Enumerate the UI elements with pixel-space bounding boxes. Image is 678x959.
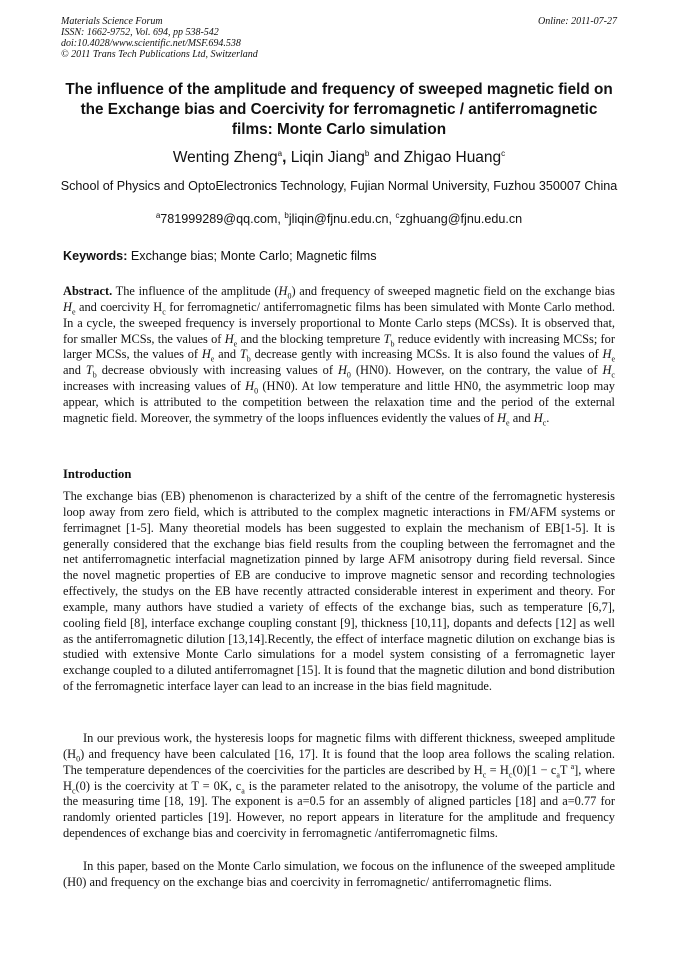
affiliation: School of Physics and OptoElectronics Technology, Fujian Normal University, Fuzhou 350007 China [60,179,618,193]
keywords-text: Exchange bias; Monte Carlo; Magnetic films [127,249,377,263]
symbol: H [201,347,211,362]
abstract-text: (HN0). However, on the contrary, the value of [350,363,603,378]
affiliation-mark: b [284,210,289,220]
affiliation-mark: c [501,148,506,158]
paragraph-text: (0)[1 − c [512,762,557,777]
body-paragraph [63,731,615,842]
subscript: c [508,770,513,780]
abstract-text: decrease gently with increasing MCSs. It is also found the values of [250,347,603,362]
subscript: c [611,370,615,380]
affiliation-mark: a [277,148,283,158]
abstract-text: The influence of the amplitude ( [112,284,279,298]
author-name: Liqin Jiang [290,149,365,166]
author-conjunction: and [373,149,400,166]
abstract-text: and the blocking tempreture [237,331,384,346]
subscript: b [92,370,97,380]
subscript: 0 [254,386,259,396]
symbol: T [383,331,391,346]
subscript: c [71,786,76,795]
symbol: H [224,331,234,346]
symbol: H [533,410,543,425]
abstract-text: decrease obviously with increasing values of [96,363,338,378]
subscript: b [390,339,395,348]
keywords [63,248,615,264]
symbol: H [497,410,507,425]
journal-name: Materials Science Forum [61,16,163,27]
symbol: H [245,379,255,394]
abstract-text: increases with increasing values of [63,379,246,394]
section-heading: Introduction [63,467,132,481]
author-name: Wenting Zheng [172,149,278,166]
copyright-line: © 2011 Trans Tech Publications Ltd, Switzerland [61,49,258,60]
symbol: T [239,347,247,362]
abstract-text: reduce evidently with increasing MCSs; for larger MCSs, the values of [63,331,615,362]
abstract-text: . [546,410,550,425]
email-link[interactable]: zghuang@fjnu.edu.cn [399,212,523,226]
author-separator: , [282,149,291,166]
paragraph-text: (0) is the coercivity at T = 0K, c [75,778,242,793]
subscript: 0 [346,370,351,380]
symbol: T [85,363,93,378]
author-name: Zhigao Huang [403,149,502,166]
subscript: e [210,354,215,364]
affiliation-mark: a [155,210,161,220]
subscript: c [482,770,487,780]
symbol: H [602,347,612,362]
subscript: a [241,786,245,795]
email-list [60,211,618,227]
paper-title: The influence of the amplitude and frequency of sweeped magnetic field on the Exchange bias and Coercivity for ferromagnetic / antiferromagnetic films: Monte Carlo simulation [65,81,613,138]
subscript: e [71,307,76,317]
abstract-text: ) and frequency of sweeped magnetic field on the exchange bias [291,284,615,298]
affiliation-mark: b [364,148,370,158]
affiliation-mark: c [395,210,400,220]
subscript: c [162,307,166,317]
paragraph-text: = H [486,762,509,777]
journal-header [61,16,617,60]
paragraph-text: ) and frequency have been calculated [16, 17]. It is found that the loop area follows the scaling relation. The temperature dependences of the coercivities for the particles are described by H [63,746,615,777]
subscript: 0 [76,754,81,764]
paragraph-text: ], where H [63,762,615,793]
abstract-text: and [63,363,86,378]
keywords-label: Keywords: [63,249,128,263]
subscript: e [611,354,616,364]
online-date: Online: 2011-07-27 [538,16,617,27]
symbol: H [63,299,72,314]
subscript: a [556,770,560,780]
abstract [63,284,615,427]
abstract-text: and coercivity H [75,299,163,314]
abstract-text: and [509,410,534,425]
abstract-text: for ferromagnetic/ antiferromagnetic films has been simulated with Monte Carlo method. In a cycle, the sweeped frequency is inversely proportional to Monte Carlo steps (MCSs). It is observed that, for smaller MCSs, the values of [63,299,615,346]
symbol: H [278,284,288,298]
paragraph-text: is the parameter related to the anisotropy, the volume of the particle and the measuring time [18, 19]. The exponent is a=0.5 for an assembly of aligned particles [18] and a=0.77 for randomly oriented particles [19]. However, no report appears in literature for the amplitude and frequency dependences of exchange bias and coercivity in ferromagnetic /antiferromagnetic films. [63,778,615,841]
abstract-text: (HN0). At low temperature and little HN0, the asymmetric loop may appear, which is attributed to the competition between the relaxation time and the period of the external magnetic field. Moreover, the symmetry of the loops influences evidently the values of [63,379,615,425]
subscript: e [233,339,238,348]
subscript: b [246,354,251,364]
symbol: H [337,363,347,378]
paragraph-text: T [559,762,571,777]
abstract-text: and [214,347,240,362]
email-link[interactable]: jliqin@fjnu.edu.cn, [288,212,392,226]
subscript: 0 [287,291,292,301]
email-link[interactable]: 781999289@qq.com, [160,212,281,226]
body-paragraph: In this paper, based on the Monte Carlo simulation, we focous on the influnence of the sweeped amplitude (H0) and frequency on the exchange bias and coercivity in ferromagnetic/ antiferromagnetic flims. [63,859,615,889]
issn-line: ISSN: 1662-9752, Vol. 694, pp 538-542 [61,27,219,38]
subscript: e [506,418,510,428]
body-paragraph: The exchange bias (EB) phenomenon is characterized by a shift of the centre of the ferromagnetic hysteresis loop away from zero field, which is attributed to the complex magnetic interactions in FM/AFM systems or ferrimagnet [1-5]. Many theoretial models has been suggested to explain the mechanism of EB[1-5]. It is generally considered that the exchange bias field results from the coupling between the ferromagnet and the net antiferromagnetic interfacial magnetization pinned by large AFM anisotropy during field reversal. Since the novel magnetic properties of EB are conducive to improve magnetic sensor and recording technologies effectively, the studys on the EB have recently attracted considerable interest in experiment and theory. For example, many authors have studied a variety of effects of the exchange bias, such as temperature [6,7], cooling field [8], interface exchange coupling constant [9], thickness [10,11], dopants and defects [12] as well as the antiferromagnetic dilution [13,14].Recently, the effect of interface magnetic dilution on exchange bias is studied with extensive Monte Carlo simulations for a model system consisting of a ferromagnetic layer exchange coupled to a diluted antiferromagnet [15]. It is found that the magnetic dilution and bond distribution of the ferromagnetic interface layer can lead to an increase in the bias field magnitude. [63,489,615,694]
superscript: a [570,761,575,771]
symbol: H [602,363,612,378]
subscript: c [542,418,547,428]
author-list [60,148,618,168]
paragraph-text: In our previous work, the hysteresis loops for magnetic films with different thickness, sweeped amplitude (H [63,731,615,761]
doi-line: doi:10.4028/www.scientific.net/MSF.694.538 [61,38,241,49]
abstract-label: Abstract. [63,284,113,298]
